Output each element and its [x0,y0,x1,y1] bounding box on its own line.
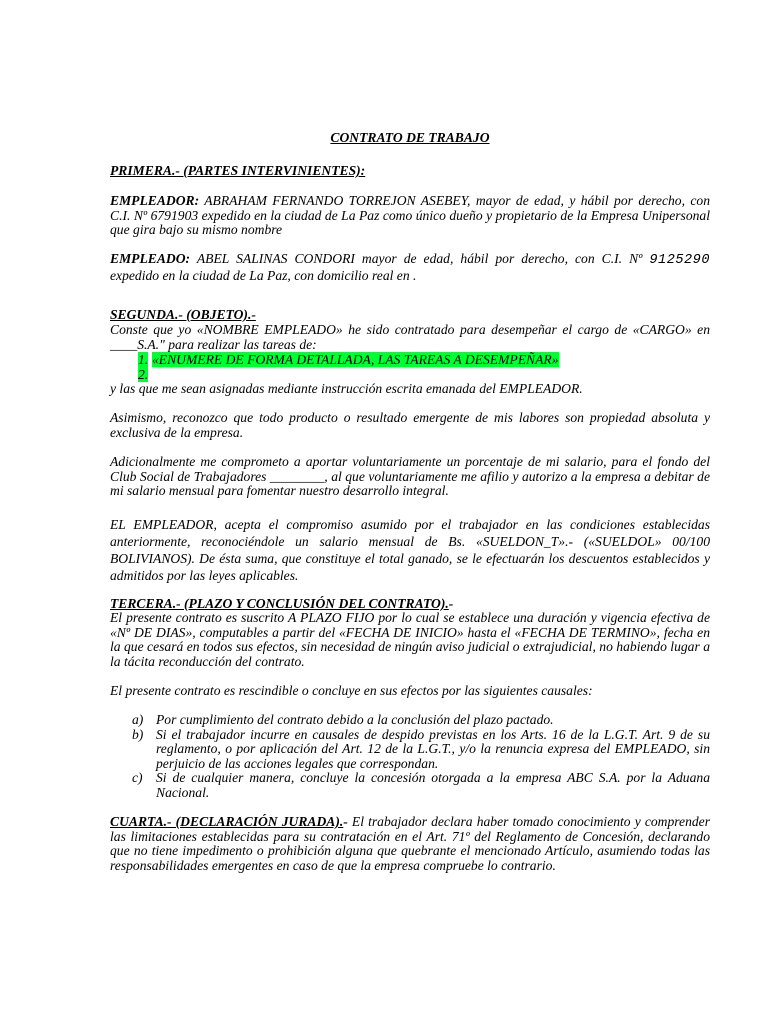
task-text [152,368,710,383]
segunda-p4: Adicionalmente me comprometo a aportar voluntariamente un porcentaje de mi salario, para el fondo del Club Social de Trabajadores ________, al que voluntariamente me afilio y autorizo a la empresa a debitar de mi salario mensual para fomentar nuestro desarrollo integral. [110,454,710,499]
section-primera-heading: PRIMERA.- (PARTES INTERVINIENTES): [110,163,366,178]
section-tercera-heading: TERCERA.- (PLAZO Y CONCLUSIÓN DEL CONTRATO).- [110,596,454,611]
list-item: c) Si de cualquier manera, concluye la concesión otorgada a la empresa ABC S.A. por la Aduana Nacional. [132,770,710,800]
empleado-text-b: expedido en la ciudad de La Paz, con domicilio real en . [110,267,417,283]
segunda-p2: y las que me sean asignadas mediante instrucción escrita emanada del EMPLEADOR. [110,381,583,396]
segunda-p3: Asimismo, reconozco que todo producto o resultado emergente de mis labores son propiedad absoluta y exclusiva de la empresa. [110,410,710,440]
tercera-p1: El presente contrato es suscrito A PLAZO FIJO por lo cual se establece una duración y vigencia efectiva de «Nº DE DIAS», computables a partir del «FECHA DE INICIO» hasta el «FECHA DE TERMINO», fecha en la que cesará en todos sus efectos, sin necesidad de ningún aviso judicial o extrajudicial, no habiendo lugar a la tácita reconducción del contrato. [110,610,710,669]
cuarta-text: El trabajador declara haber tomado conocimiento y comprender las limitaciones establecidas para su contratación en el Art. 71º del Reglamento de Concesión, declarando que no tiene impedimento o prohibición alguna que quebrante el mencionado Artículo, asumiendo todas las responsabilidades emergentes en caso de que la empresa compruebe lo contrario. [110,814,710,873]
empleador-label: EMPLEADOR: [110,193,200,208]
segunda-p5: EL EMPLEADOR, acepta el compromiso asumido por el trabajador en las condiciones establecidas anteriormente, reconociéndole un salario mensual de Bs. «SUELDON_T».- («SUELDOL» 00/100 BOLIVIANOS). De ésta suma, que constituye el total ganado, se le efectuarán los descuentos establecidos y admitidos por las leyes aplicables. [110,517,710,583]
empleado-text-a: ABEL SALINAS CONDORI mayor de edad, hábil por derecho, con C.I. Nº [190,251,650,266]
list-item: a) Por cumplimiento del contrato debido a la conclusión del plazo pactado. [132,712,554,727]
document-title: CONTRATO DE TRABAJO [330,130,490,145]
section-cuarta-heading: CUARTA.- (DECLARACIÓN JURADA). [110,814,344,829]
empleado-paragraph [110,252,710,283]
segunda-p1: Conste que yo «NOMBRE EMPLEADO» he sido contratado para desempeñar el cargo de «CARGO» en ____S.A." para realizar las tareas de: [110,322,710,352]
task-text: «ENUMERE DE FORMA DETALLADA, LAS TAREAS A DESEMPEÑAR» [152,352,559,367]
cuarta-paragraph: CUARTA.- (DECLARACIÓN JURADA).- El trabajador declara haber tomado conocimiento y comprender las limitaciones establecidas para su contratación en el Art. 71º del Reglamento de Concesión, declarando que no tiene impedimento o prohibición alguna que quebrante el mencionado Artículo, asumiendo todas las responsabilidades emergentes en caso de que la empresa compruebe lo contrario. [110,814,710,873]
task-item: 1. «ENUMERE DE FORMA DETALLADA, LAS TAREAS A DESEMPEÑAR» [138,352,559,367]
empleado-label: EMPLEADO: [110,251,191,266]
causales-list [110,713,710,801]
task-item: 2. [110,368,710,383]
tasks-list [110,353,710,382]
empleado-ci: 9125290 [649,253,710,268]
list-item: b) Si el trabajador incurre en causales de despido previstas en los Arts. 16 de la L.G.T. Art. 9 de su reglamento, o por aplicación del Art. 12 de la L.G.T., y/o la renuncia expresa del EMPLEADO, sin perjuicio de las acciones legales que correspondan. [132,726,710,771]
section-segunda-heading: SEGUNDA.- (OBJETO).- [110,307,256,322]
empleador-text: ABRAHAM FERNANDO TORREJON ASEBEY, mayor de edad, y hábil por derecho, con C.I. Nº 6791903 expedido en la ciudad de La Paz como único dueño y propietario de la Empresa Unipersonal que gira bajo su mismo nombre [110,193,710,238]
tercera-p2: El presente contrato es rescindible o concluye en sus efectos por las siguientes causales: [110,683,593,698]
empleador-paragraph [110,194,710,238]
